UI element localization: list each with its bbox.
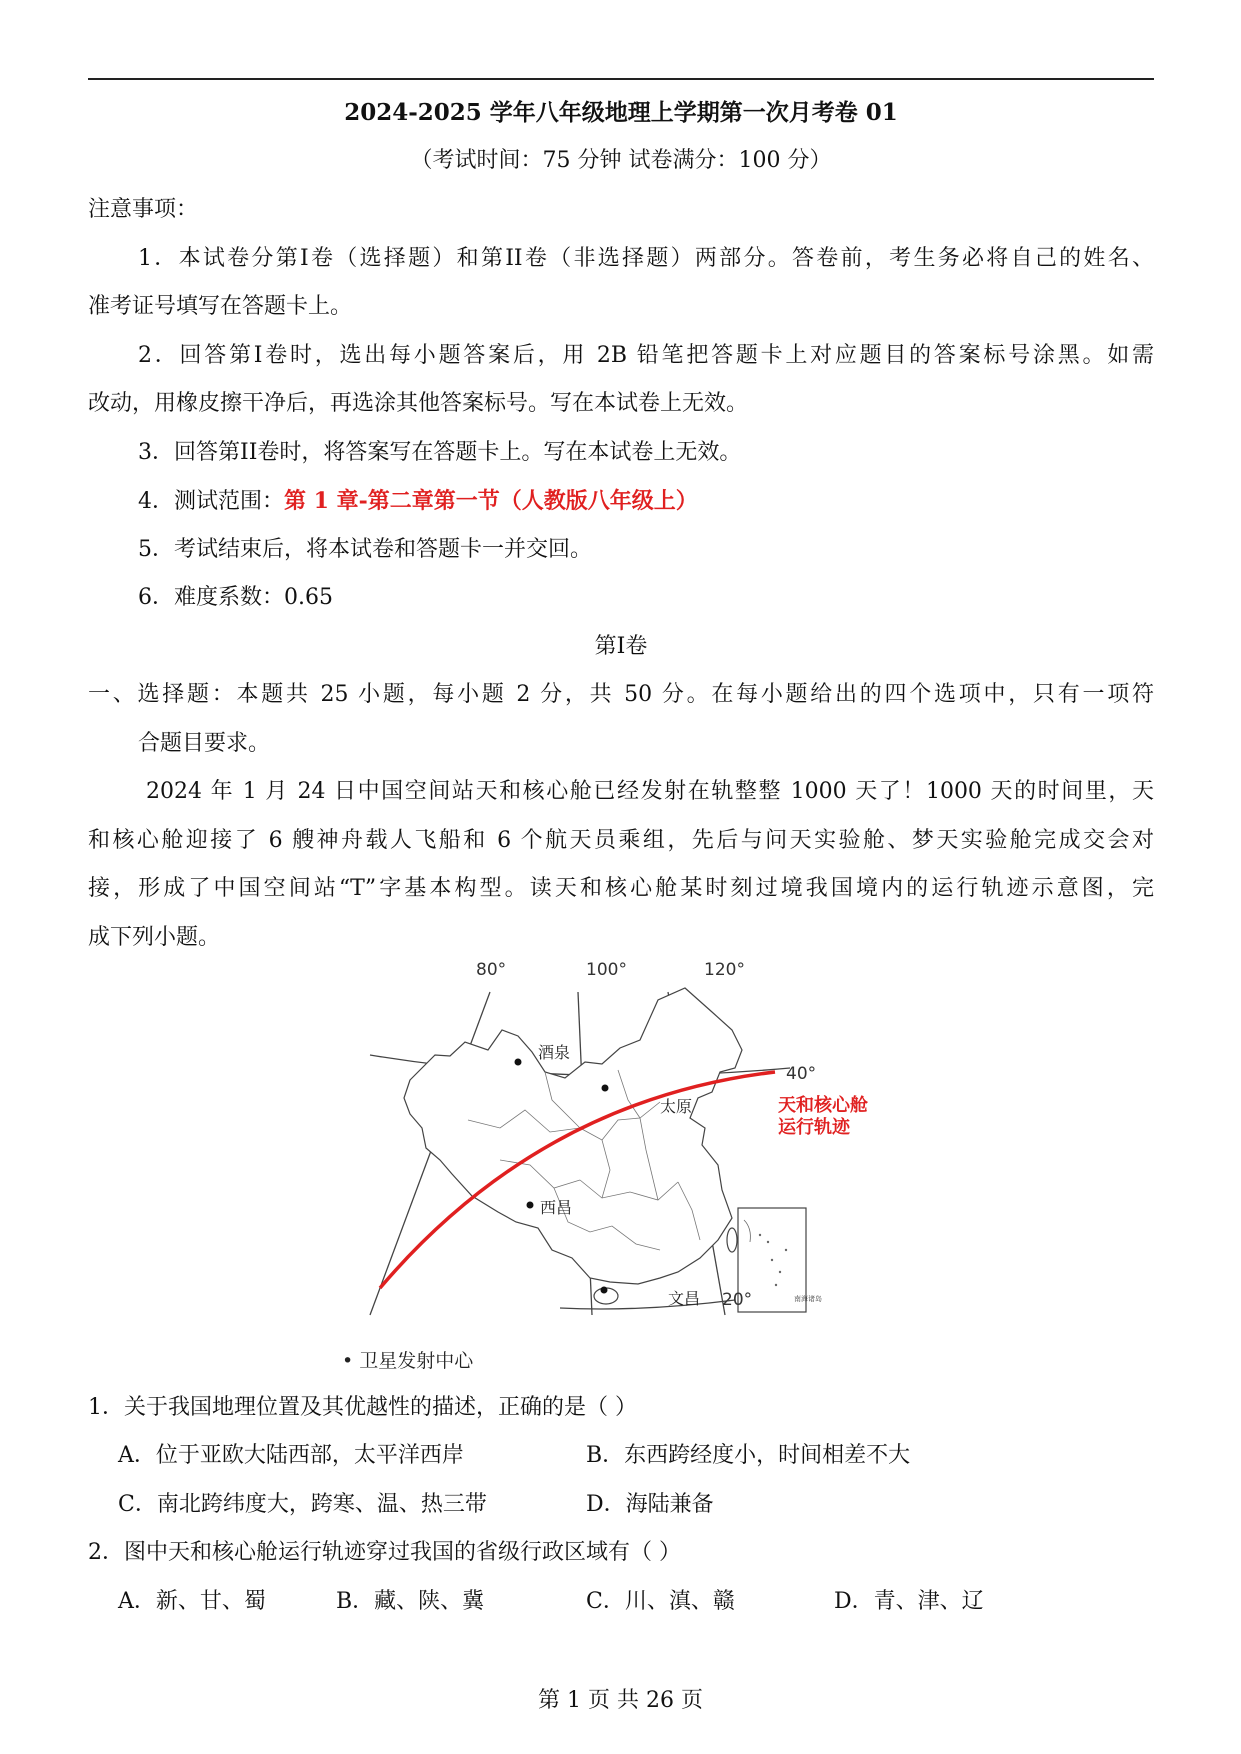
lat-label-20: 20° xyxy=(722,1290,753,1310)
question-1-option-d[interactable]: D．海陆兼备 xyxy=(586,1492,714,1517)
note-2-line-2: 改动，用橡皮擦干净后，再选涂其他答案标号。写在本试卷上无效。 xyxy=(88,391,749,416)
inset-label: 南海诸岛 xyxy=(794,1295,822,1303)
passage-line-1: 2024 年 1 月 24 日中国空间站天和核心舱已经发射在轨整整 1000 天了！1000 天的时间里，天 xyxy=(146,779,1154,804)
test-scope: 第 1 章-第二章第一节（人教版八年级上） xyxy=(284,488,698,514)
city-dot-jiuquan xyxy=(515,1059,522,1066)
header-rule xyxy=(88,78,1154,80)
lon-label-120: 120° xyxy=(704,960,745,980)
city-dot-xichang xyxy=(527,1202,534,1209)
city-label-xichang: 西昌 xyxy=(540,1198,573,1217)
note-4 xyxy=(138,486,1154,517)
city-label-wenchang: 文昌 xyxy=(668,1289,701,1308)
map-legend: • 卫星发射中心 xyxy=(342,1350,474,1372)
exam-subtitle: （考试时间：75 分钟 试卷满分：100 分） xyxy=(410,148,832,173)
part-instructions-line-1: 一、选择题：本题共 25 小题，每小题 2 分，共 50 分。在每小题给出的四个选项中，只有一项符 xyxy=(88,682,1154,707)
note-3: 3．回答第II卷时，将答案写在答题卡上。写在本试卷上无效。 xyxy=(138,440,742,465)
note-2-line-1: 2．回答第I卷时，选出每小题答案后，用 2B 铅笔把答题卡上对应题目的答案标号涂黑。如需 xyxy=(138,343,1154,368)
parallel-20 xyxy=(560,1300,735,1309)
notes-heading: 注意事项： xyxy=(88,197,199,222)
question-2-option-b[interactable]: B．藏、陕、冀 xyxy=(336,1589,485,1614)
note-4-prefix: 4．测试范围： xyxy=(138,489,284,514)
part-instructions-line-2: 合题目要求。 xyxy=(138,731,271,756)
orbit-track-map xyxy=(340,960,940,1325)
question-2-option-d[interactable]: D．青、津、辽 xyxy=(834,1589,984,1614)
track-label-line-2: 运行轨迹 xyxy=(778,1117,850,1138)
note-1-line-2: 准考证号填写在答题卡上。 xyxy=(88,294,353,319)
track-label xyxy=(778,1095,868,1139)
page-footer: 第 1 页 共 26 页 xyxy=(538,1688,703,1713)
volume-heading: 第I卷 xyxy=(594,634,648,659)
city-label-taiyuan: 太原 xyxy=(660,1097,693,1116)
passage-line-2: 和核心舱迎接了 6 艘神舟载人飞船和 6 个航天员乘组，先后与问天实验舱、梦天实验舱完成交会对 xyxy=(88,828,1154,853)
china-outline xyxy=(404,988,742,1284)
taiwan-island xyxy=(727,1228,737,1252)
question-1-option-b[interactable]: B．东西跨经度小，时间相差不大 xyxy=(586,1443,911,1468)
question-1-option-c[interactable]: C．南北跨纬度大，跨寒、温、热三带 xyxy=(118,1492,487,1517)
lat-label-40: 40° xyxy=(786,1064,817,1084)
question-1-stem: 1．关于我国地理位置及其优越性的描述，正确的是（ ） xyxy=(88,1395,637,1420)
city-dot-wenchang xyxy=(601,1287,608,1294)
track-label-line-1: 天和核心舱 xyxy=(778,1095,868,1116)
question-2-stem: 2．图中天和核心舱运行轨迹穿过我国的省级行政区域有（ ） xyxy=(88,1540,681,1565)
passage-line-3: 接，形成了中国空间站“T”字基本构型。读天和核心舱某时刻过境我国境内的运行轨迹示意图，完 xyxy=(88,876,1154,901)
note-1-line-1: 1．本试卷分第I卷（选择题）和第II卷（非选择题）两部分。答卷前，考生务必将自己的姓名、 xyxy=(138,246,1154,271)
lon-label-100: 100° xyxy=(586,960,627,980)
note-6: 6．难度系数：0.65 xyxy=(138,585,333,610)
question-2-option-c[interactable]: C．川、滇、赣 xyxy=(586,1589,735,1614)
lon-label-80: 80° xyxy=(476,960,507,980)
exam-title: 2024-2025 学年八年级地理上学期第一次月考卷 01 xyxy=(344,99,898,126)
city-dot-taiyuan xyxy=(602,1085,609,1092)
note-5: 5．考试结束后，将本试卷和答题卡一并交回。 xyxy=(138,537,592,562)
passage-line-4: 成下列小题。 xyxy=(88,925,221,950)
question-1-option-a[interactable]: A．位于亚欧大陆西部，太平洋西岸 xyxy=(118,1443,464,1468)
city-label-jiuquan: 酒泉 xyxy=(538,1043,571,1062)
question-2-option-a[interactable]: A．新、甘、蜀 xyxy=(118,1589,266,1614)
